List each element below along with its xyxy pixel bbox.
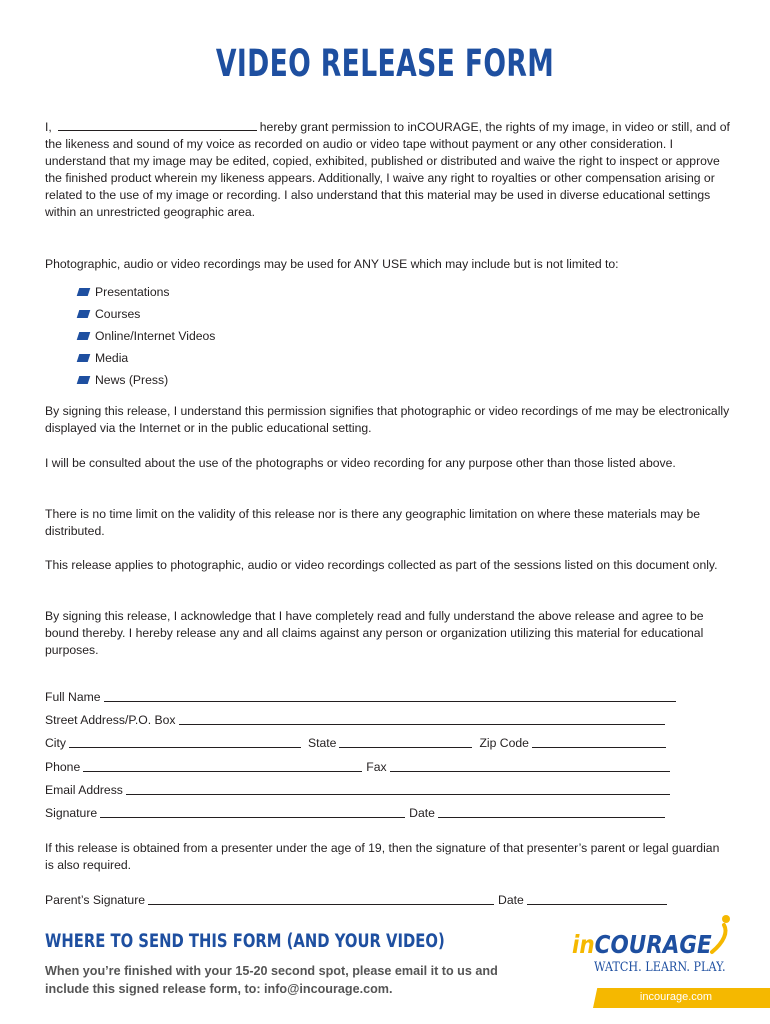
send-heading: WHERE TO SEND THIS FORM (AND YOUR VIDEO)	[45, 931, 445, 952]
parent-date-label: Date	[498, 893, 524, 907]
intro-text: hereby grant permission to inCOURAGE, the rights of my image, in video or still, and of the likeness and sound of my voice as recorded on audio or video tape without payment or any other consideration. I understand that my image may be edited, copied, exhibited, published or distributed and waive the right to inspect or approve the finished product wherein my likeness appears. Additionally, I waive any right to royalties or other compensation arising or related to the use of my image or recording. I also understand that this material may be used in diverse educational settings within an unrestricted geographic area.	[45, 120, 730, 219]
bullet-icon	[77, 288, 91, 296]
list-item	[78, 303, 215, 325]
list-item-label: Courses	[95, 307, 141, 321]
zip-field[interactable]	[532, 737, 666, 748]
street-row	[45, 711, 669, 727]
intro-paragraph	[45, 119, 730, 221]
incourage-logo	[572, 914, 742, 974]
email-row	[45, 781, 674, 797]
parent-signature-row	[45, 891, 671, 907]
bullet-icon	[77, 332, 91, 340]
bullet-icon	[77, 310, 91, 318]
bullet-icon	[77, 376, 91, 384]
uses-lead: Photographic, audio or video recordings may be used for ANY USE which may include but is not limited to:	[45, 257, 619, 271]
signature-row	[45, 804, 669, 820]
list-item-label: Online/Internet Videos	[95, 329, 216, 343]
signature-field[interactable]	[100, 807, 405, 818]
consultation-paragraph: I will be consulted about the use of the photographs or video recording for any purpose other than those listed above.	[45, 456, 676, 470]
form-title: VIDEO RELEASE FORM	[215, 42, 555, 85]
phone-label: Phone	[45, 760, 81, 774]
bullet-icon	[77, 354, 91, 362]
list-item-label: Media	[95, 351, 129, 365]
intro-prefix: I,	[45, 120, 52, 134]
acknowledgement-paragraph: By signing this release, I acknowledge that I have completely read and fully understand the above release and agree to be bound thereby. I hereby release any and all claims against any person or organization utilizing this material for educational purposes.	[45, 609, 704, 657]
street-label: Street Address/P.O. Box	[45, 713, 176, 727]
logo-tagline: WATCH. LEARN. PLAY.	[594, 960, 726, 975]
state-label: State	[308, 736, 337, 750]
fax-label: Fax	[366, 760, 387, 774]
city-row	[45, 734, 670, 750]
uses-list	[78, 281, 215, 391]
logo-in: in	[572, 930, 595, 959]
list-item	[78, 369, 215, 391]
phone-field[interactable]	[83, 761, 362, 772]
jumping-figure-icon	[708, 914, 732, 956]
list-item-label: News (Press)	[95, 373, 169, 387]
time-limit-paragraph: There is no time limit on the validity of this release nor is there any geographic limitation on where these materials may be distributed.	[45, 507, 701, 538]
minor-note: If this release is obtained from a presenter under the age of 19, then the signature of that presenter’s parent or legal guardian is also required.	[45, 841, 720, 872]
fax-field[interactable]	[390, 761, 670, 772]
list-item	[78, 281, 215, 303]
email-field[interactable]	[126, 784, 670, 795]
list-item-label: Presentations	[95, 285, 170, 299]
permission-paragraph: By signing this release, I understand this permission signifies that photographic or video recordings of me may be electronically displayed via the Internet or in the public educational setting.	[45, 404, 730, 435]
signature-label: Signature	[45, 806, 98, 820]
city-field[interactable]	[69, 737, 301, 748]
parent-signature-field[interactable]	[148, 894, 494, 905]
state-field[interactable]	[339, 737, 472, 748]
logo-courage: COURAGE	[594, 930, 712, 959]
name-blank-line[interactable]	[58, 119, 257, 131]
full-name-row	[45, 688, 680, 704]
full-name-label: Full Name	[45, 690, 101, 704]
parent-date-field[interactable]	[527, 894, 667, 905]
phone-row	[45, 758, 674, 774]
date-field[interactable]	[438, 807, 665, 818]
parent-signature-label: Parent’s Signature	[45, 893, 146, 907]
date-label: Date	[409, 806, 435, 820]
city-label: City	[45, 736, 66, 750]
street-field[interactable]	[179, 714, 665, 725]
website-link[interactable]: incourage.com	[639, 991, 713, 1003]
full-name-field[interactable]	[104, 691, 676, 702]
logo-wordmark	[572, 930, 712, 959]
zip-label: Zip Code	[479, 736, 529, 750]
send-instructions: When you’re finished with your 15-20 second spot, please email it to us and include this signed release form, to: info@incourage.com.	[45, 964, 498, 996]
list-item	[78, 325, 215, 347]
scope-paragraph: This release applies to photographic, audio or video recordings collected as part of the sessions listed on this document only.	[45, 558, 718, 572]
list-item	[78, 347, 215, 369]
email-label: Email Address	[45, 783, 123, 797]
